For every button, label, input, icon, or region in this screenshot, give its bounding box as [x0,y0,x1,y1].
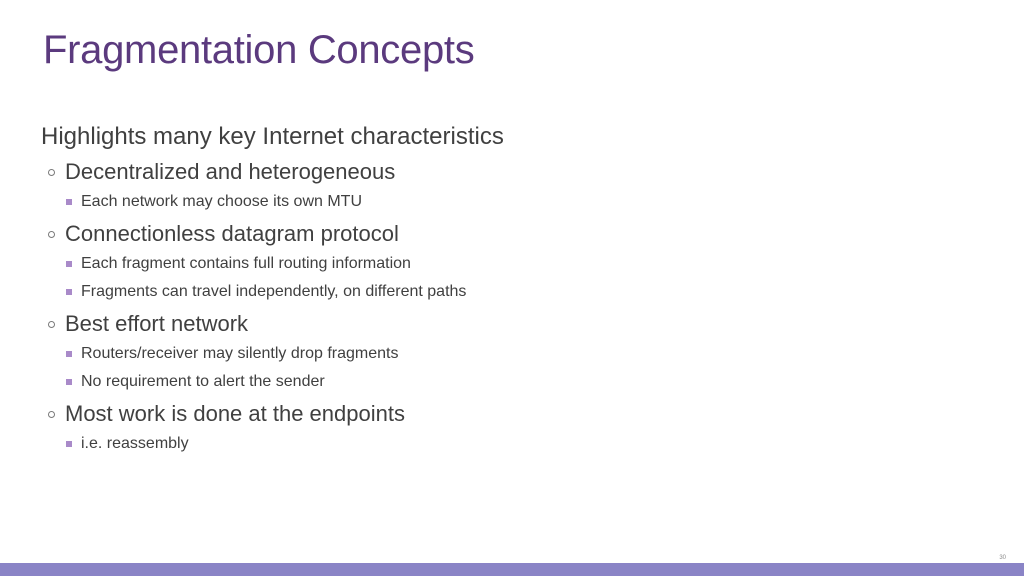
square-bullet-icon [66,441,72,447]
bullet-text: Best effort network [65,311,249,336]
sub-bullet-independent-paths [41,278,941,306]
sub-bullet-no-alert [41,368,941,396]
square-bullet-icon [66,199,72,205]
sub-bullet-text: No requirement to alert the sender [81,373,325,390]
bullet-text: Most work is done at the endpoints [65,401,405,426]
hollow-circle-bullet-icon [48,169,55,176]
page-number: 30 [999,555,1006,561]
bullet-connectionless [41,218,941,250]
square-bullet-icon [66,289,72,295]
square-bullet-icon [66,261,72,267]
hollow-circle-bullet-icon [48,411,55,418]
sub-bullet-text: i.e. reassembly [81,435,189,452]
hollow-circle-bullet-icon [48,231,55,238]
square-bullet-icon [66,379,72,385]
bullet-endpoints [41,398,941,430]
bullet-text: Connectionless datagram protocol [65,221,399,246]
slide-body [41,120,941,458]
sub-bullet-mtu [41,188,941,216]
sub-bullet-text: Routers/receiver may silently drop fragments [81,345,399,362]
sub-bullet-text: Each fragment contains full routing information [81,255,411,272]
sub-bullet-text: Each network may choose its own MTU [81,193,362,210]
sub-bullet-silent-drop [41,340,941,368]
bullet-text: Decentralized and heterogeneous [65,159,396,184]
bullet-decentralized [41,156,941,188]
sub-bullet-routing-info [41,250,941,278]
bullet-best-effort [41,308,941,340]
sub-bullet-text: Fragments can travel independently, on different paths [81,283,467,300]
slide-title: Fragmentation Concepts [43,28,475,72]
sub-bullet-reassembly [41,430,941,458]
footer-bar [0,563,1024,576]
square-bullet-icon [66,351,72,357]
hollow-circle-bullet-icon [48,321,55,328]
main-bullet: Highlights many key Internet characteristics [41,123,504,150]
